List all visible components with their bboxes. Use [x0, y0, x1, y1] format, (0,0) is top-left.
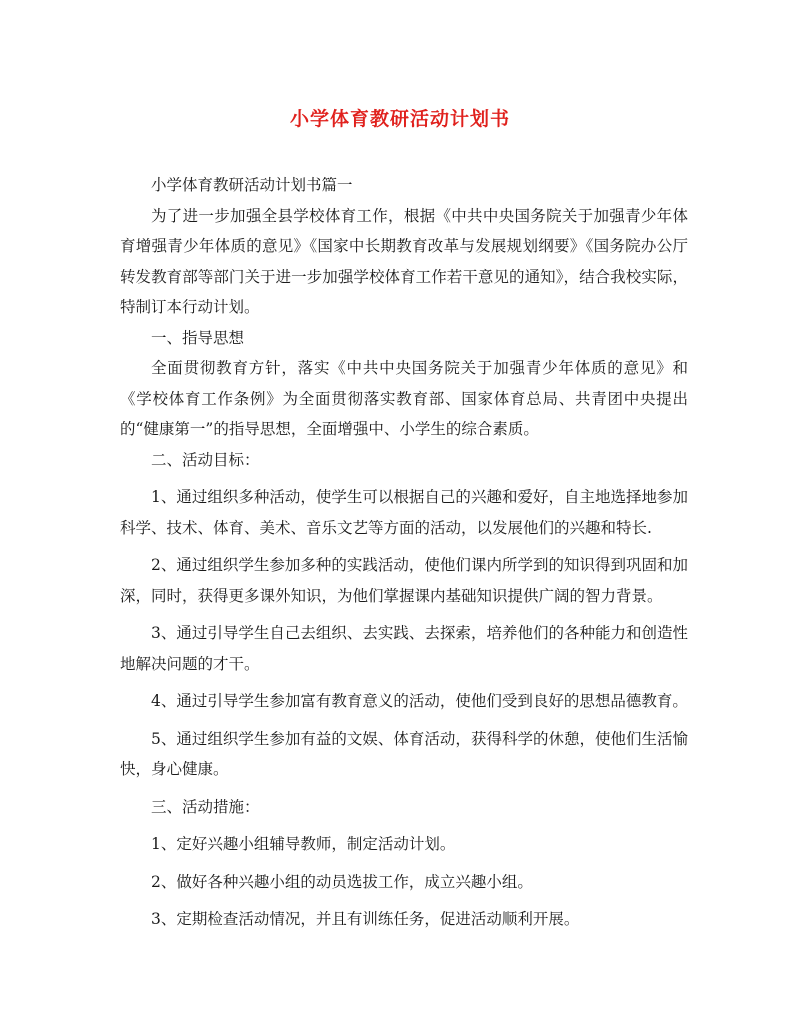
goal-item: 2、通过组织学生参加多种的实践活动，使他们课内所学到的知识得到巩固和加深，同时，获得更多课外知识，为他们掌握课内基础知识提供广阔的智力背景。 [120, 556, 688, 605]
section-heading: 一、指导思想 [151, 328, 245, 347]
goal-item: 4、通过引导学生参加富有教育意义的活动，使他们受到良好的思想品德教育。 [151, 692, 688, 710]
goal-item: 5、通过组织学生参加有益的文娱、体育活动，获得科学的休憩，使他们生活愉快，身心健康。 [120, 729, 688, 778]
intro-paragraph: 为了进一步加强全县学校体育工作，根据《中共中央国务院关于加强青少年体育增强青少年体质的意见》《国家中长期教育改革与发展规划纲要》《国务院办公厅转发教育部等部门关于进一步加强学校体育工作若干意见的通知》，结合我校实际，特制订本行动计划。 [120, 206, 688, 316]
guiding-thought-paragraph: 全面贯彻教育方针，落实《中共中央国务院关于加强青少年体质的意见》和《学校体育工作条例》为全面贯彻落实教育部、国家体育总局、共青团中央提出的“健康第一”的指导思想，全面增强中、小学生的综合素质。 [120, 359, 688, 438]
goal-item: 1、通过组织多种活动，使学生可以根据自己的兴趣和爱好，自主地选择地参加科学、技术、体育、美术、音乐文艺等方面的活动，以发展他们的兴趣和特长. [120, 488, 688, 537]
section-heading: 二、活动目标： [151, 450, 260, 469]
section-heading: 三、活动措施： [151, 797, 260, 816]
goal-item: 3、通过引导学生自己去组织、去实践、去探索，培养他们的各种能力和创造性地解决问题的才干。 [120, 624, 688, 673]
measure-item: 3、定期检查活动情况，并且有训练任务，促进活动顺利开展。 [151, 910, 580, 928]
section-heading: 小学体育教研活动计划书篇一 [151, 176, 353, 194]
document-body [120, 170, 688, 935]
measure-item: 1、定好兴趣小组辅导教师，制定活动计划。 [151, 835, 456, 853]
document-title: 小学体育教研活动计划书 [289, 108, 510, 130]
measure-item: 2、做好各种兴趣小组的动员选拔工作，成立兴趣小组。 [151, 872, 533, 891]
